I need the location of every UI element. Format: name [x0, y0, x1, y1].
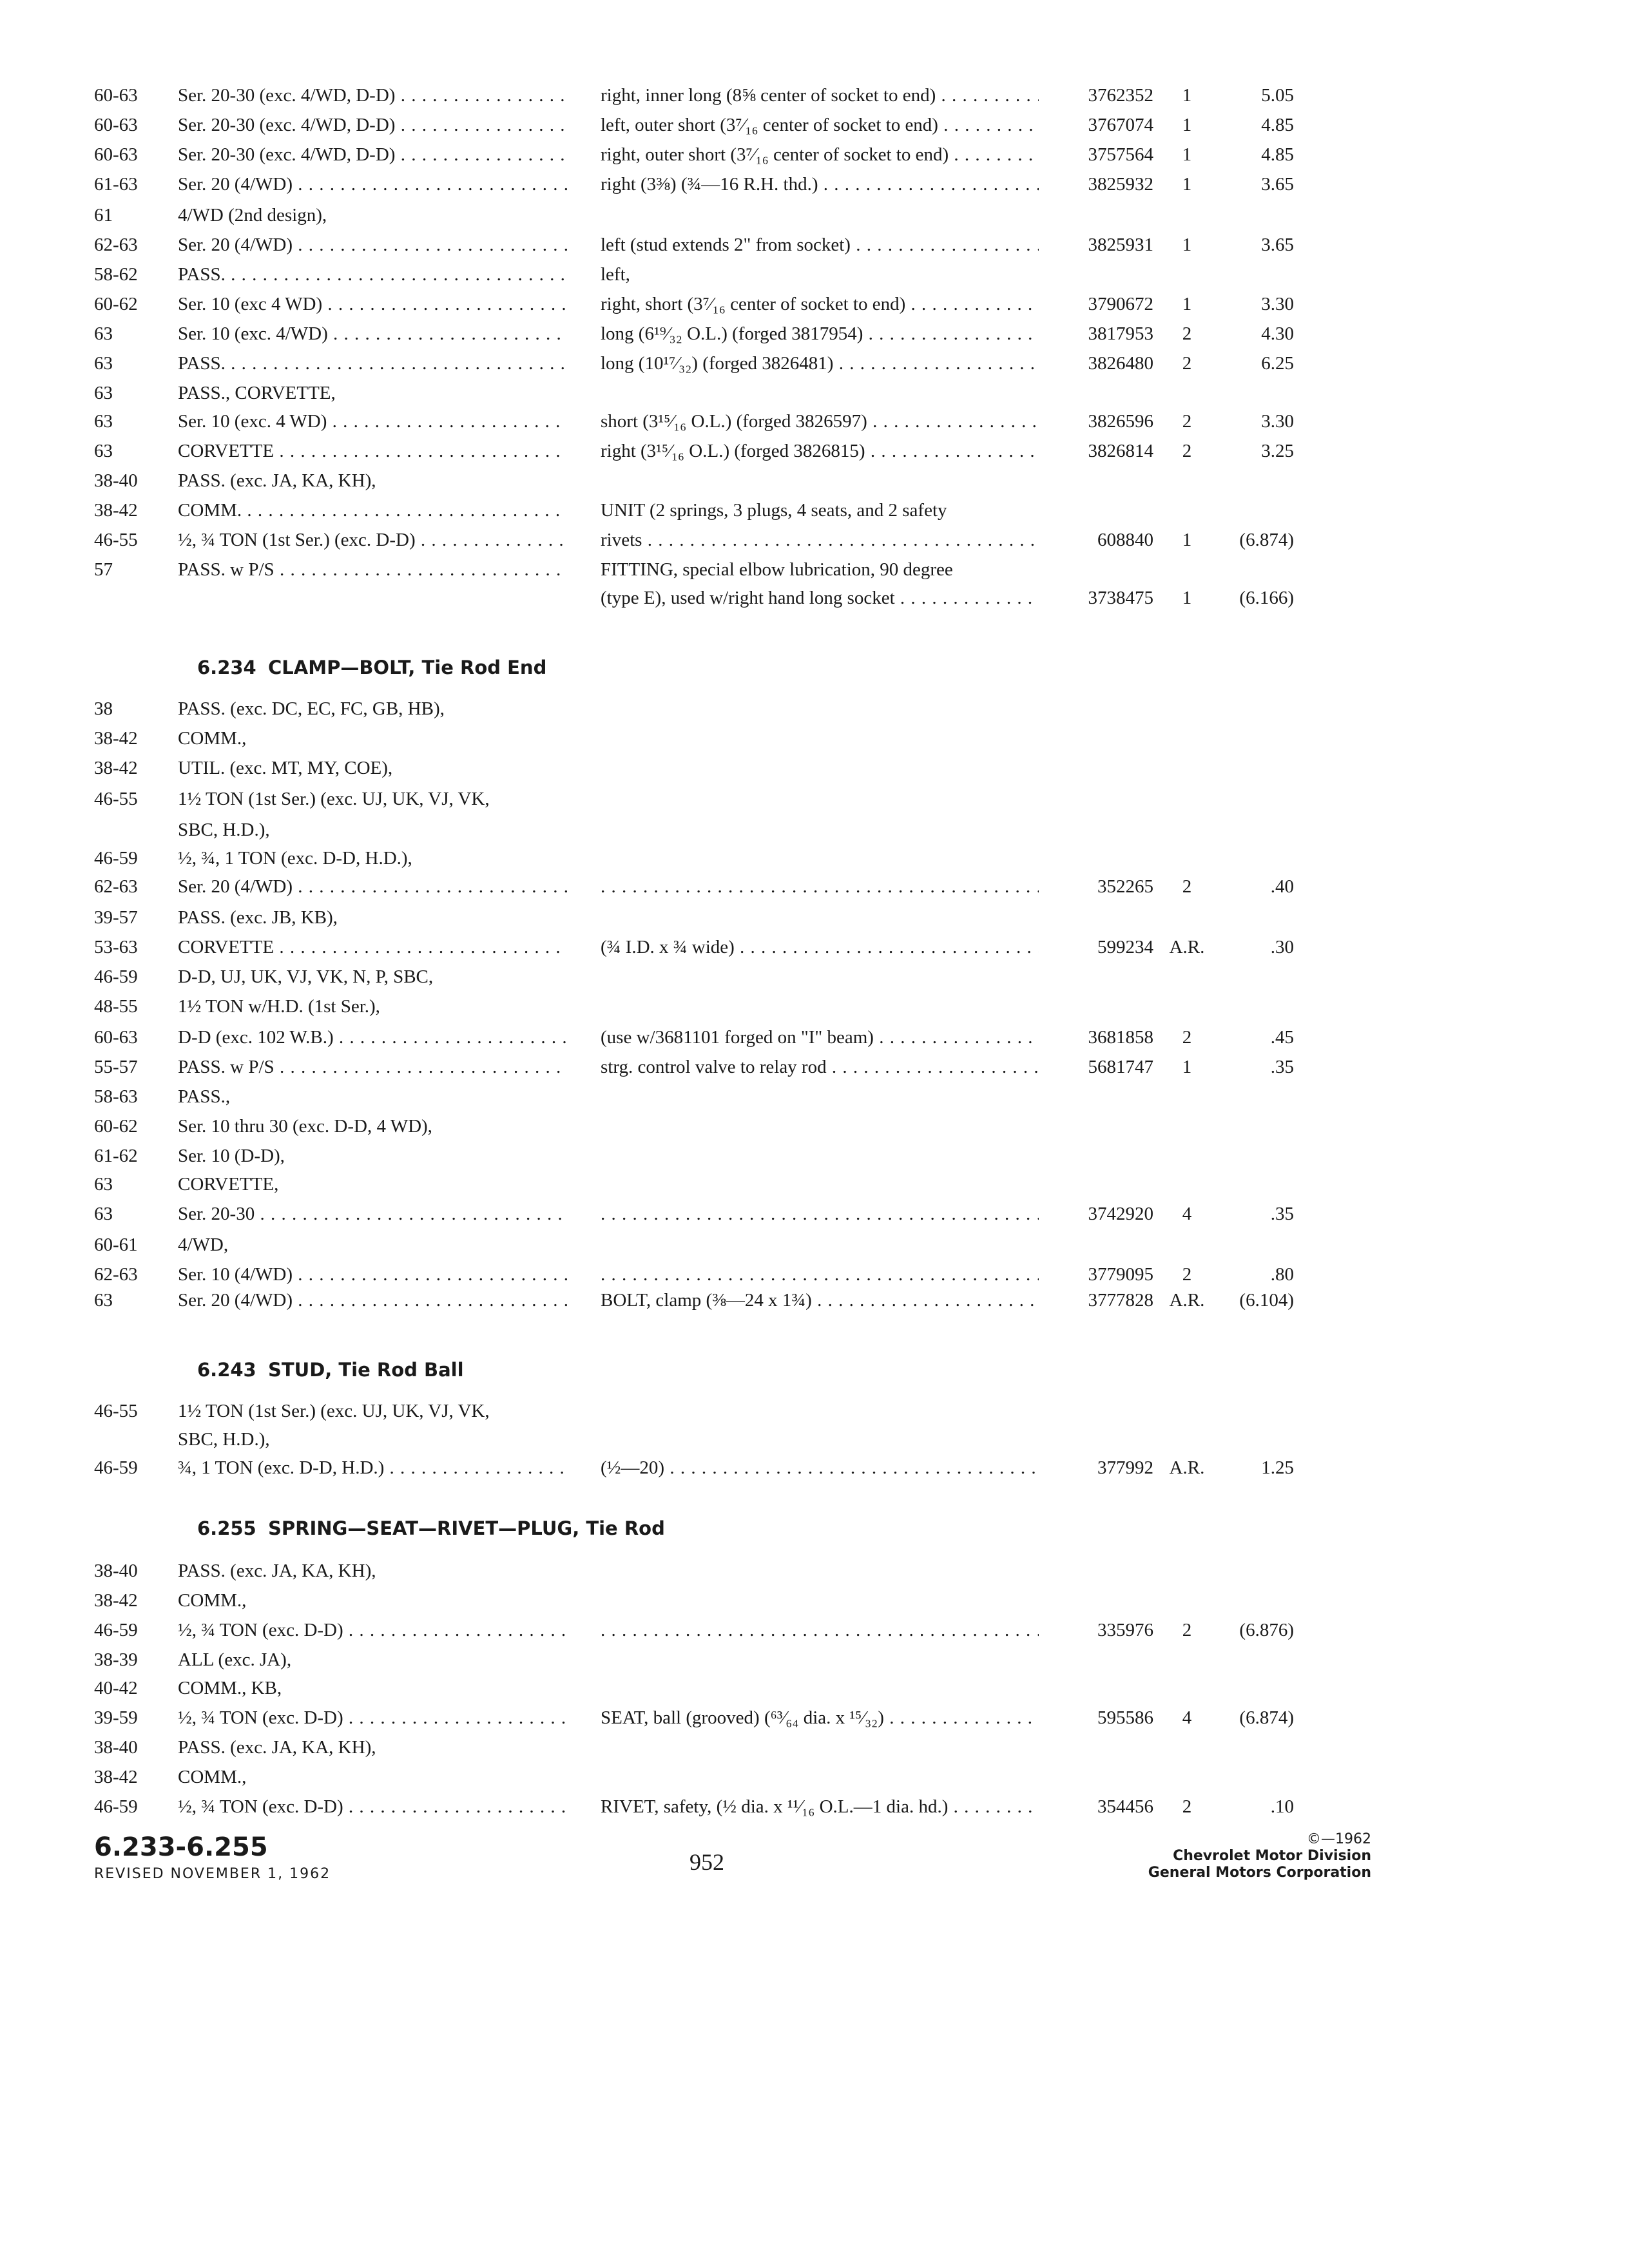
model-year: 53-63: [94, 937, 138, 957]
model-year: 46-59: [94, 848, 138, 869]
parts-row: [0, 1286, 1629, 1314]
quantity: 2: [1182, 876, 1192, 897]
model-application: Ser. 20 (4/WD) . . .: [178, 231, 567, 259]
quantity: A.R.: [1169, 1457, 1205, 1478]
quantity: A.R.: [1169, 937, 1205, 957]
model-application: COMM., KB,: [178, 1678, 282, 1698]
price: 4.85: [1261, 115, 1294, 135]
model-year: 38-42: [94, 1767, 138, 1787]
part-number: 377992: [1097, 1457, 1153, 1478]
model-year: 62-63: [94, 876, 138, 897]
publisher-block: [1044, 1831, 1371, 1881]
model-year: 63: [94, 353, 113, 374]
model-year: 38-42: [94, 758, 138, 778]
model-year: 61-63: [94, 174, 138, 195]
parts-row: [0, 1733, 1629, 1762]
parts-row: [0, 1260, 1629, 1289]
model-application: PASS. (exc. DC, EC, FC, GB, HB),: [178, 698, 445, 719]
part-description: (¾ I.D. x ¾ wide) . . .: [601, 933, 1039, 961]
quantity: 1: [1182, 294, 1192, 314]
model-year: 60-63: [94, 1027, 138, 1048]
parts-row: [0, 290, 1629, 318]
price: (6.874): [1239, 1707, 1294, 1728]
section-number: 6.234: [197, 657, 256, 678]
model-application: Ser. 10 (exc. 4 WD) . . .: [178, 407, 567, 436]
section-range: 6.233-6.255: [94, 1832, 268, 1862]
model-year: 63: [94, 441, 113, 461]
model-application: PASS. . . .: [178, 349, 567, 378]
price: 3.30: [1261, 411, 1294, 432]
model-year: 63: [94, 1290, 113, 1311]
parts-row: [0, 466, 1629, 495]
model-application: 4/WD,: [178, 1235, 229, 1255]
parts-row: [0, 933, 1629, 961]
quantity: 2: [1182, 441, 1192, 461]
price: .35: [1270, 1057, 1294, 1077]
part-description: long (6¹⁹⁄₃₂ O.L.) (forged 3817954) . . .: [601, 320, 1039, 348]
model-application: PASS. (exc. JA, KA, KH),: [178, 470, 376, 491]
parts-row: [0, 555, 1629, 584]
parts-row: [0, 437, 1629, 465]
model-year: 61-62: [94, 1146, 138, 1166]
model-year: 63: [94, 1174, 113, 1195]
model-application: D-D (exc. 102 W.B.) . . .: [178, 1023, 567, 1052]
part-number: 3742920: [1088, 1204, 1153, 1224]
parts-row: [0, 349, 1629, 378]
part-number: 3817953: [1088, 323, 1153, 344]
part-description: RIVET, safety, (½ dia. x ¹¹⁄₁₆ O.L.—1 dia. hd.) . . .: [601, 1792, 1039, 1821]
model-application: PASS., CORVETTE,: [178, 383, 336, 403]
parts-row: [0, 320, 1629, 348]
model-application: PASS. (exc. JA, KA, KH),: [178, 1737, 376, 1758]
part-number: 3777828: [1088, 1290, 1153, 1311]
parts-row: [0, 1082, 1629, 1111]
model-year: 63: [94, 411, 113, 432]
model-application: ½, ¾, 1 TON (exc. D-D, H.D.),: [178, 848, 412, 869]
model-year: 62-63: [94, 235, 138, 255]
parts-row: [0, 496, 1629, 524]
quantity: 1: [1182, 174, 1192, 195]
model-application: ½, ¾ TON (1st Ser.) (exc. D-D) . . .: [178, 526, 567, 554]
part-number: 599234: [1097, 937, 1153, 957]
model-year: 62-63: [94, 1264, 138, 1285]
parts-row: [0, 379, 1629, 407]
section-title: CLAMP—BOLT, Tie Rod End: [268, 657, 547, 678]
revision-date: REVISED NOVEMBER 1, 1962: [94, 1866, 331, 1882]
quantity: 2: [1182, 1620, 1192, 1640]
part-number: 3826814: [1088, 441, 1153, 461]
price: .35: [1270, 1204, 1294, 1224]
parts-row: [0, 1616, 1629, 1644]
model-year: 46-59: [94, 966, 138, 987]
parts-row: [0, 170, 1629, 198]
parts-row: [0, 785, 1629, 813]
model-application: 1½ TON (1st Ser.) (exc. UJ, UK, VJ, VK,: [178, 789, 490, 809]
parts-row: [0, 1170, 1629, 1198]
model-application: PASS. w P/S . . .: [178, 1053, 567, 1081]
model-year: 58-62: [94, 264, 138, 285]
model-application: PASS.,: [178, 1086, 231, 1107]
model-year: 60-63: [94, 144, 138, 165]
price: (6.876): [1239, 1620, 1294, 1640]
model-application: COMM.,: [178, 728, 247, 749]
model-year: 58-63: [94, 1086, 138, 1107]
price: 1.25: [1261, 1457, 1294, 1478]
parts-row: [0, 1397, 1629, 1425]
parts-row: [0, 1763, 1629, 1791]
model-application: Ser. 20-30 (exc. 4/WD, D-D) . . .: [178, 111, 567, 139]
model-application: PASS. . . .: [178, 260, 567, 289]
quantity: 1: [1182, 588, 1192, 608]
model-year: 46-55: [94, 1401, 138, 1421]
model-year: 39-57: [94, 907, 138, 928]
part-description: SEAT, ball (grooved) (⁶³⁄₆₄ dia. x ¹⁵⁄₃₂) . . .: [601, 1704, 1039, 1732]
section-heading: [0, 653, 1629, 682]
model-application: Ser. 10 (4/WD) . . .: [178, 1260, 567, 1289]
model-application: SBC, H.D.),: [178, 820, 270, 840]
quantity: 2: [1182, 323, 1192, 344]
part-description: (½—20) . . .: [601, 1454, 1039, 1482]
part-description: [601, 1616, 1039, 1644]
parts-row: [0, 231, 1629, 259]
price: (6.104): [1239, 1290, 1294, 1311]
parts-row: [0, 1053, 1629, 1081]
part-number: 3779095: [1088, 1264, 1153, 1285]
model-year: 40-42: [94, 1678, 138, 1698]
part-description: BOLT, clamp (⅜—24 x 1¾) . . .: [601, 1286, 1039, 1314]
part-number: 3757564: [1088, 144, 1153, 165]
parts-row: [0, 1142, 1629, 1170]
model-year: 38-40: [94, 1737, 138, 1758]
model-year: 63: [94, 383, 113, 403]
part-number: 3826596: [1088, 411, 1153, 432]
section-title: STUD, Tie Rod Ball: [268, 1359, 464, 1381]
quantity: 2: [1182, 1796, 1192, 1817]
model-year: 38-39: [94, 1649, 138, 1670]
model-application: D-D, UJ, UK, VJ, VK, N, P, SBC,: [178, 966, 434, 987]
part-description: [601, 1260, 1039, 1289]
model-application: Ser. 20-30 . . .: [178, 1200, 567, 1228]
parts-row: [0, 1674, 1629, 1702]
parts-row: [0, 1792, 1629, 1821]
price: 4.30: [1261, 323, 1294, 344]
model-application: PASS. (exc. JA, KA, KH),: [178, 1561, 376, 1581]
part-description: [601, 872, 1039, 901]
parts-row: [0, 584, 1629, 612]
model-year: 60-63: [94, 85, 138, 106]
parts-row: [0, 1454, 1629, 1482]
parts-row: [0, 81, 1629, 110]
part-description: (type E), used w/right hand long socket . . .: [601, 584, 1039, 612]
model-year: 38-40: [94, 470, 138, 491]
model-year: 46-59: [94, 1796, 138, 1817]
part-number: 335976: [1097, 1620, 1153, 1640]
model-application: CORVETTE . . .: [178, 933, 567, 961]
model-application: Ser. 10 (exc 4 WD) . . .: [178, 290, 567, 318]
part-number: 354456: [1097, 1796, 1153, 1817]
model-year: 57: [94, 559, 113, 580]
price: 3.65: [1261, 235, 1294, 255]
parts-row: [0, 1112, 1629, 1140]
section-title: SPRING—SEAT—RIVET—PLUG, Tie Rod: [268, 1517, 665, 1539]
section-heading: [0, 1514, 1629, 1542]
model-application: Ser. 10 thru 30 (exc. D-D, 4 WD),: [178, 1116, 432, 1137]
price: .30: [1270, 937, 1294, 957]
model-year: 48-55: [94, 996, 138, 1017]
quantity: 2: [1182, 353, 1192, 374]
model-application: Ser. 10 (D-D),: [178, 1146, 285, 1166]
section-number: 6.243: [197, 1359, 256, 1381]
model-application: PASS. w P/S . . .: [178, 555, 567, 584]
model-year: 60-63: [94, 115, 138, 135]
parts-row: [0, 1425, 1629, 1454]
parts-row: [0, 754, 1629, 782]
price: (6.874): [1239, 530, 1294, 550]
parts-row: [0, 201, 1629, 229]
part-number: 3767074: [1088, 115, 1153, 135]
model-application: COMM.,: [178, 1590, 247, 1611]
model-year: 63: [94, 323, 113, 344]
division-name: Chevrolet Motor Division: [1173, 1848, 1371, 1864]
quantity: 1: [1182, 530, 1192, 550]
section-number: 6.255: [197, 1517, 256, 1539]
parts-row: [0, 1231, 1629, 1259]
model-year: 60-62: [94, 294, 138, 314]
model-application: COMM. . . .: [178, 496, 567, 524]
model-year: 39-59: [94, 1707, 138, 1728]
parts-row: [0, 903, 1629, 932]
price: .45: [1270, 1027, 1294, 1048]
model-application: CORVETTE . . .: [178, 437, 567, 465]
parts-row: [0, 260, 1629, 289]
price: (6.166): [1239, 588, 1294, 608]
page-number: 952: [689, 1849, 724, 1875]
corporation-name: General Motors Corporation: [1148, 1865, 1371, 1881]
part-description: right, outer short (3⁷⁄₁₆ center of socket to end) . . .: [601, 140, 1039, 169]
quantity: 1: [1182, 115, 1192, 135]
quantity: 4: [1182, 1707, 1192, 1728]
parts-row: [0, 1646, 1629, 1674]
parts-row: [0, 816, 1629, 844]
parts-row: [0, 872, 1629, 901]
parts-row: [0, 1704, 1629, 1732]
price: 6.25: [1261, 353, 1294, 374]
part-description: short (3¹⁵⁄₁₆ O.L.) (forged 3826597) . . .: [601, 407, 1039, 436]
part-description: left, outer short (3⁷⁄₁₆ center of socket to end) . . .: [601, 111, 1039, 139]
model-year: 55-57: [94, 1057, 138, 1077]
part-number: 3790672: [1088, 294, 1153, 314]
parts-row: [0, 992, 1629, 1021]
model-application: SBC, H.D.),: [178, 1429, 270, 1450]
quantity: 1: [1182, 1057, 1192, 1077]
model-year: 46-55: [94, 789, 138, 809]
part-description: right (3¹⁵⁄₁₆ O.L.) (forged 3826815) . . .: [601, 437, 1039, 465]
model-application: ½, ¾ TON (exc. D-D) . . .: [178, 1616, 567, 1644]
price: 4.85: [1261, 144, 1294, 165]
model-application: CORVETTE,: [178, 1174, 279, 1195]
part-number: 5681747: [1088, 1057, 1153, 1077]
model-application: PASS. (exc. JB, KB),: [178, 907, 338, 928]
part-description: UNIT (2 springs, 3 plugs, 4 seats, and 2 safety: [601, 500, 947, 521]
part-number: 352265: [1097, 876, 1153, 897]
model-year: 46-55: [94, 530, 138, 550]
model-year: 38-42: [94, 1590, 138, 1611]
part-number: 3825931: [1088, 235, 1153, 255]
part-description: rivets . . .: [601, 526, 1039, 554]
price: .40: [1270, 876, 1294, 897]
model-application: UTIL. (exc. MT, MY, COE),: [178, 758, 393, 778]
part-number: 3762352: [1088, 85, 1153, 106]
copyright: ©—1962: [1307, 1831, 1371, 1847]
parts-row: [0, 963, 1629, 991]
part-number: 3825932: [1088, 174, 1153, 195]
price: .80: [1270, 1264, 1294, 1285]
price: 3.30: [1261, 294, 1294, 314]
model-year: 60-62: [94, 1116, 138, 1137]
part-description: right, short (3⁷⁄₁₆ center of socket to end) . . .: [601, 290, 1039, 318]
model-application: 1½ TON (1st Ser.) (exc. UJ, UK, VJ, VK,: [178, 1401, 490, 1421]
part-number: 3738475: [1088, 588, 1153, 608]
model-year: 63: [94, 1204, 113, 1224]
parts-row: [0, 1200, 1629, 1228]
parts-row: [0, 140, 1629, 169]
model-application: ¾, 1 TON (exc. D-D, H.D.) . . .: [178, 1454, 567, 1482]
quantity: 4: [1182, 1204, 1192, 1224]
parts-row: [0, 695, 1629, 723]
model-application: ½, ¾ TON (exc. D-D) . . .: [178, 1792, 567, 1821]
model-year: 38-42: [94, 728, 138, 749]
parts-row: [0, 526, 1629, 554]
part-description: FITTING, special elbow lubrication, 90 degree: [601, 559, 953, 580]
model-application: Ser. 10 (exc. 4/WD) . . .: [178, 320, 567, 348]
part-number: 3826480: [1088, 353, 1153, 374]
parts-row: [0, 1023, 1629, 1052]
parts-row: [0, 407, 1629, 436]
quantity: 2: [1182, 411, 1192, 432]
model-application: COMM.,: [178, 1767, 247, 1787]
quantity: 2: [1182, 1027, 1192, 1048]
model-application: ½, ¾ TON (exc. D-D) . . .: [178, 1704, 567, 1732]
model-application: Ser. 20 (4/WD) . . .: [178, 1286, 567, 1314]
part-description: (use w/3681101 forged on "I" beam) . . .: [601, 1023, 1039, 1052]
model-application: Ser. 20 (4/WD) . . .: [178, 170, 567, 198]
parts-row: [0, 1557, 1629, 1585]
model-year: 61: [94, 205, 113, 226]
price: .10: [1270, 1796, 1294, 1817]
parts-row: [0, 724, 1629, 753]
model-year: 38-42: [94, 500, 138, 521]
model-year: 46-59: [94, 1457, 138, 1478]
parts-row: [0, 844, 1629, 872]
part-number: 3681858: [1088, 1027, 1153, 1048]
parts-row: [0, 111, 1629, 139]
footer-left: [94, 1831, 331, 1885]
price: 5.05: [1261, 85, 1294, 106]
model-year: 38-40: [94, 1561, 138, 1581]
price: 3.25: [1261, 441, 1294, 461]
price: 3.65: [1261, 174, 1294, 195]
part-description: right (3⅜) (¾—16 R.H. thd.) . . .: [601, 170, 1039, 198]
model-application: 4/WD (2nd design),: [178, 205, 327, 226]
parts-row: [0, 1586, 1629, 1615]
model-year: 38: [94, 698, 113, 719]
model-application: Ser. 20-30 (exc. 4/WD, D-D) . . .: [178, 140, 567, 169]
section-heading: [0, 1356, 1629, 1384]
quantity: 1: [1182, 144, 1192, 165]
quantity: 1: [1182, 235, 1192, 255]
model-application: Ser. 20 (4/WD) . . .: [178, 872, 567, 901]
part-description: right, inner long (8⅝ center of socket to end) . . .: [601, 81, 1039, 110]
part-description: [601, 1200, 1039, 1228]
model-application: ALL (exc. JA),: [178, 1649, 292, 1670]
model-application: Ser. 20-30 (exc. 4/WD, D-D) . . .: [178, 81, 567, 110]
part-description: long (10¹⁷⁄₃₂) (forged 3826481) . . .: [601, 349, 1039, 378]
part-description: strg. control valve to relay rod . . .: [601, 1053, 1039, 1081]
quantity: 1: [1182, 85, 1192, 106]
part-number: 595586: [1097, 1707, 1153, 1728]
model-year: 46-59: [94, 1620, 138, 1640]
part-description: left (stud extends 2" from socket) . . .: [601, 231, 1039, 259]
model-application: 1½ TON w/H.D. (1st Ser.),: [178, 996, 380, 1017]
quantity: 2: [1182, 1264, 1192, 1285]
quantity: A.R.: [1169, 1290, 1205, 1311]
part-description: left,: [601, 264, 630, 285]
part-number: 608840: [1097, 530, 1153, 550]
model-year: 60-61: [94, 1235, 138, 1255]
